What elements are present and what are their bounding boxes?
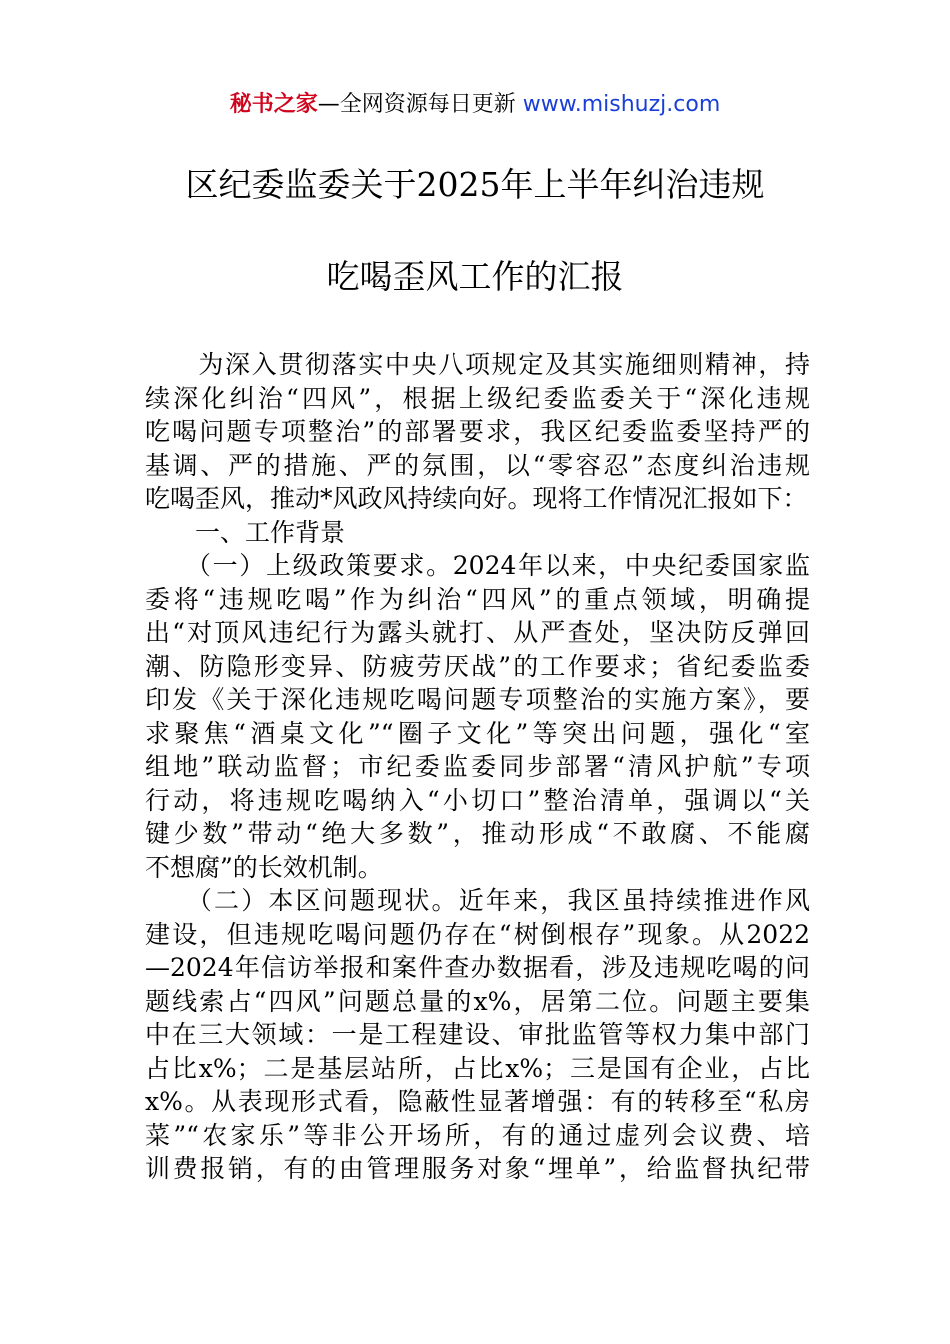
header-slogan: —全网资源每日更新 xyxy=(317,92,523,117)
body-line: 一、工作背景 xyxy=(145,517,346,547)
body-line: 续深化纠治“四风”，根据上级纪委监委关于“深化违规 xyxy=(145,383,810,413)
body-line: 占比x%；二是基层站所，占比x%；三是国有企业，占比 xyxy=(145,1053,810,1083)
body-line: 题线索占“四风”问题总量的x%，居第二位。问题主要集 xyxy=(145,986,810,1016)
document-title-line-1: 区纪委监委关于2025年上半年纠治违规 xyxy=(185,165,765,204)
body-line: 菜”“农家乐”等非公开场所，有的通过虚列会议费、培 xyxy=(145,1120,810,1150)
document-title-line-2: 吃喝歪风工作的汇报 xyxy=(326,257,624,296)
body-line: 建设，但违规吃喝问题仍存在“树倒根存”现象。从2022 xyxy=(145,919,810,949)
body-line: 吃喝问题专项整治”的部署要求，我区纪委监委坚持严的 xyxy=(145,417,810,446)
body-line: 组地”联动监督；市纪委监委同步部署“清风护航”专项 xyxy=(145,752,810,781)
site-url-link[interactable]: www.mishuzj.com xyxy=(522,92,721,117)
document-body xyxy=(145,348,810,1186)
body-line: 为深入贯彻落实中央八项规定及其实施细则精神，持 xyxy=(145,350,810,379)
body-line: 基调、严的措施、严的氛围，以“零容忍”态度纠治违规 xyxy=(145,450,810,480)
body-line: 委将“违规吃喝”作为纠治“四风”的重点领域，明确提 xyxy=(145,584,810,614)
body-line: 出“对顶风违纪行为露头就打、从严查处，坚决防反弹回 xyxy=(145,618,810,647)
body-line: （二）本区问题现状。近年来，我区虽持续推进作风 xyxy=(145,886,810,915)
body-line: 求聚焦“酒桌文化”“圈子文化”等突出问题，强化“室 xyxy=(145,718,810,748)
site-header xyxy=(0,88,950,122)
body-line: 印发《关于深化违规吃喝问题专项整治的实施方案》，要 xyxy=(145,685,810,714)
body-line: 键少数”带动“绝大多数”，推动形成“不敢腐、不能腐 xyxy=(145,819,810,848)
body-line: 行动，将违规吃喝纳入“小切口”整治清单，强调以“关 xyxy=(145,785,810,815)
body-line: x%。从表现形式看，隐蔽性显著增强：有的转移至“私房 xyxy=(145,1087,810,1116)
body-line: 吃喝歪风，推动*风政风持续向好。现将工作情况汇报如下： xyxy=(145,484,808,513)
body-line: 训费报销，有的由管理服务对象“埋单”，给监督执纪带 xyxy=(145,1154,810,1183)
body-line: —2024年信访举报和案件查办数据看，涉及违规吃喝的问 xyxy=(145,953,810,982)
body-line: 不想腐”的长效机制。 xyxy=(145,852,383,882)
body-line: 潮、防隐形变异、防疲劳厌战”的工作要求；省纪委监委 xyxy=(145,651,810,681)
body-line: 中在三大领域：一是工程建设、审批监管等权力集中部门 xyxy=(145,1020,810,1049)
brand-name: 秘书之家 xyxy=(229,92,318,117)
body-line: （一）上级政策要求。2024年以来，中央纪委国家监 xyxy=(145,551,810,580)
